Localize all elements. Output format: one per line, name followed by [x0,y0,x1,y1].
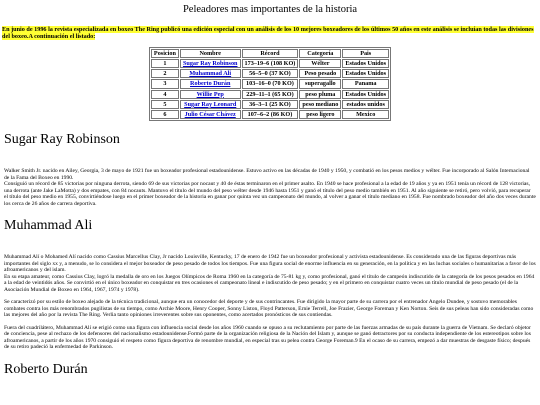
row-name [180,79,241,88]
row-category: Wélter [299,59,341,68]
row-record: 103–16–0 (70 KO) [242,79,299,88]
boxer-link[interactable]: Willie Pep [196,90,224,98]
intro-paragraph [2,26,538,41]
header-nombre: Nombre [180,49,241,58]
boxer-link[interactable]: Sugar Ray Robinson [182,60,238,68]
row-record: 107–6–2 (86 KO) [242,110,299,119]
boxer-link[interactable]: Julio César Chávez [184,111,236,119]
row-name [180,110,241,119]
table-row [151,110,389,119]
header-categoria: Categoría [299,49,341,58]
table-row [151,90,389,99]
row-category: superagallo [299,79,341,88]
ali-paragraph-2: En su etapa amateur, como Cassius Clay, logró la medalla de oro en los Juegos Olímpicos de Roma 1960 en la categoría de 75-81 kg y, como profesional, ganó el título de campeón indiscutido de la categoría de los pesos pesados en 1964 a la edad de veintidós años. Se convirtió en el único boxeador en conquistar en tres ocasiones el campeonato lineal e indiscutido de peso pesado; y en el primero en conquistar cuatro veces un título mundial de peso pesado (el de la Asociación Mundial de Boxeo en 1964, 1967, 1974 y 1978). [4,273,535,293]
boxer-link[interactable]: Roberto Durán [190,80,231,88]
row-country: Panama [342,79,389,88]
table-row [151,79,389,88]
row-position: 1 [151,59,179,68]
section-heading-robinson: Sugar Ray Robinson [4,132,120,148]
row-position: 5 [151,100,179,109]
robinson-paragraph-2: Consiguió un récord de 85 victorias por ninguna derrota, siendo 69 de sus victorias por nocaut y 40 de éstas terminaron en el primer asalto. En 1940 se hace profesional a la edad de 19 años y ya en 1951 tenía un récord de 128 victorias, una derrota (ante Jake LaMotta) y dos empates, con 84 nocauts. Mantuvo el título del mundo del peso wélter desde 1946 hasta 1951 y ganó el título del peso medio también en 1951. Al año siguiente se retiró, pero volvió, para recuperar el título del peso medio en 1955, convirtiéndose luego en el primer boxeador de la historia en ganar por quinta vez un campeonato del mundo, al volver a ganar el título mediano en 1958. Fue nombrado boxeador del año dos veces durante los cerca de 26 años de carrera deportiva. [4,181,536,207]
header-pais: Pais [342,49,389,58]
row-category: peso ligero [299,110,341,119]
row-record: 36–3–1 (25 KO) [242,100,299,109]
row-record: 229–11–1 (65 KO) [242,90,299,99]
section-heading-duran: Roberto Durán [4,361,88,377]
robinson-paragraph-1: Walker Smith Jr. nacido en Ailey, Georgia, 3 de mayo de 1921 fue un boxeador profesional estadounidense. Estuvo activo en las décadas de 1940 y 1950, y combatió en los pesos medios y wélter. Fue incorporado al Salón Internacional de la Fama del Boxeo en 1990. [4,168,530,181]
row-category: peso pluma [299,90,341,99]
boxer-link[interactable]: Muhammad Ali [189,70,232,78]
row-record: 173–19–6 (108 KO) [242,59,299,68]
row-country: Estados Unidos [342,69,389,78]
page-title: Peleadores mas importantes de la historia [182,4,358,15]
intro-highlight: En junio de 1996 la revista especializada en boxeo The Ring publicó una edición especial con un análisis de los 10 mejores boxeadores de los últimos 50 años en este análisis se incluían todas las divisiones del boxeo.A continuación el listado: [2,26,534,41]
boxer-link[interactable]: Sugar Ray Leonard [184,100,237,108]
row-record: 56–5–0 (37 KO) [242,69,299,78]
table-row [151,59,389,68]
row-position: 6 [151,110,179,119]
row-name [180,59,241,68]
table-row [151,69,389,78]
boxers-table [149,47,391,121]
ali-paragraph-1: Muhammad Alí o Mohamed Alí nacido como Cassius Marcellus Clay, Jr nacido Louisville, Kentucky, 17 de enero de 1942 fue un boxeador profesional y activista estadounidense. Es considerado una de las figuras deportivas más importantes del siglo xx y, a menudo, se lo considera el mejor boxeador de peso pesado de todos los tiempos. Fue una figura social de enorme influencia en su generación, en la política y en las luchas sociales o humanitarias a favor de los afroamericanos y del islam. [4,254,536,274]
table-row [151,100,389,109]
row-name [180,69,241,78]
row-country: Estados Unidos [342,90,389,99]
row-position: 4 [151,90,179,99]
row-country: Mexico [342,110,389,119]
row-country: estados unidos [342,100,389,109]
row-country: Estados Unidos [342,59,389,68]
header-record: Récord [242,49,299,58]
table-header-row [151,49,389,58]
row-category: Peso pesado [299,69,341,78]
row-position: 2 [151,69,179,78]
row-category: peso mediano [299,100,341,109]
row-position: 3 [151,79,179,88]
section-heading-ali: Muhammad Ali [4,218,93,234]
row-name [180,100,241,109]
row-name [180,90,241,99]
ali-paragraph-3: Se caracterizó por su estilo de boxeo alejado de la técnica tradicional, aunque era un conocedor del deporte y de sus contrincantes. Fue dirigido la mayor parte de su carrera por el entrenador Angelo Dundee, y sostuvo memorables combates contra los más renombrados pugilistas de su tiempo, como Archie Moore, Henry Cooper, Sonny Liston, Floyd Patterson, Ernie Terrell, Joe Frazier, George Foreman y Ken Norton. Seis de sus peleas han sido consideradas como las mejores del año por la revista The Ring. Verlia tanto opiniones irreverentes sobre sus oponentes, como acertados pronósticos de sus contiendas. [4,299,534,319]
header-posicion: Posicion [151,49,179,58]
ali-paragraph-4: Fuera del cuadrilátero, Muhammad Alí se erigió como una figura con influencia social desde los años 1960 cuando se opuso a su reclutamiento por parte de las fuerzas armadas de su país durante la guerra de Vietnam. Se declaró objetor de conciencia, pese al rechazo de los defensores del nacionalismo estadounidense.Formó parte de la organización religiosa de la Nación del Islam y, aunque se ganó detractores por su conducta independiente de los estereotipos sobre los afroamericanos, a partir de los años 1970 consiguió el respeto como figura deportiva de renombre mundial, en especial tras su pelea contra George Foreman.9 En el ocaso de su carrera, empezó a dar muestras de desgaste físico; después de su retiro padeció la enfermedad de Parkinson. [4,324,531,351]
